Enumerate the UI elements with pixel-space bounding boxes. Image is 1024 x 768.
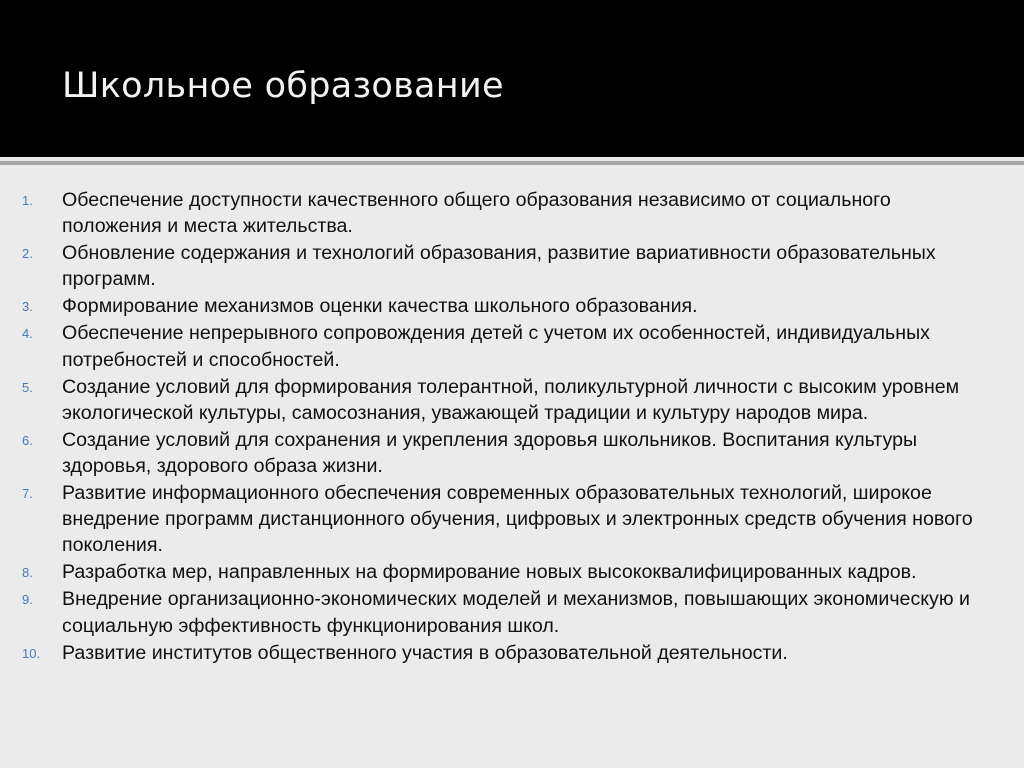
goals-list	[0, 187, 1024, 667]
list-item	[0, 320, 1024, 372]
list-item-number: 1.	[22, 193, 33, 208]
title-divider	[0, 161, 1024, 165]
list-item-number: 4.	[22, 326, 33, 342]
list-item-text: Обновление содержания и технологий образования, развитие вариативности образовательных программ.	[62, 242, 936, 291]
list-item-number: 9.	[22, 592, 33, 608]
list-item-text: Формирование механизмов оценки качества школьного образования.	[62, 295, 698, 318]
list-item	[0, 293, 1024, 319]
list-item-text: Обеспечение доступности качественного общего образования независимо от социального положения и места жительства.	[62, 189, 891, 238]
list-item	[0, 559, 1024, 585]
title-bar	[0, 0, 1024, 157]
list-item-number: 7.	[22, 486, 33, 502]
list-item-number: 3.	[22, 299, 33, 315]
list-item-number: 2.	[22, 246, 33, 262]
list-item-text: Обеспечение непрерывного сопровождения детей с учетом их особенностей, индивидуальных потребностей и способностей.	[62, 322, 930, 371]
list-item	[0, 640, 1024, 666]
list-item-number: 6.	[22, 432, 33, 448]
list-item	[0, 480, 1024, 559]
list-item-text: Создание условий для сохранения и укрепления здоровья школьников. Воспитания культуры здоровья, здорового образа жизни.	[62, 428, 918, 478]
list-item-text: Разработка мер, направленных на формирование новых высококвалифицированных кадров.	[62, 561, 917, 584]
list-item-number: 10.	[22, 645, 41, 661]
list-item	[0, 187, 1024, 239]
list-item-text: Развитие институтов общественного участия в образовательной деятельности.	[62, 641, 788, 664]
list-item-text: Внедрение организационно-экономических моделей и механизмов, повышающих экономическую и социальную эффективность функционирования школ.	[62, 588, 970, 637]
list-item	[0, 240, 1024, 292]
list-item	[0, 427, 1024, 479]
list-item	[0, 374, 1024, 426]
list-item-number: 5.	[22, 379, 33, 395]
slide-title: Школьное образование	[62, 66, 504, 106]
list-item	[0, 586, 1024, 638]
list-item-number: 8.	[22, 565, 33, 581]
list-item-text: Создание условий для формирования толерантной, поликультурной личности с высоким уровнем экологической культуры, самосознания, уважающей традиции и культуру народов мира.	[62, 375, 960, 424]
list-item-text: Развитие информационного обеспечения современных образовательных технологий, широкое внедрение программ дистанционного обучения, цифровых и электронных средств обучения нового поколения.	[62, 482, 973, 557]
